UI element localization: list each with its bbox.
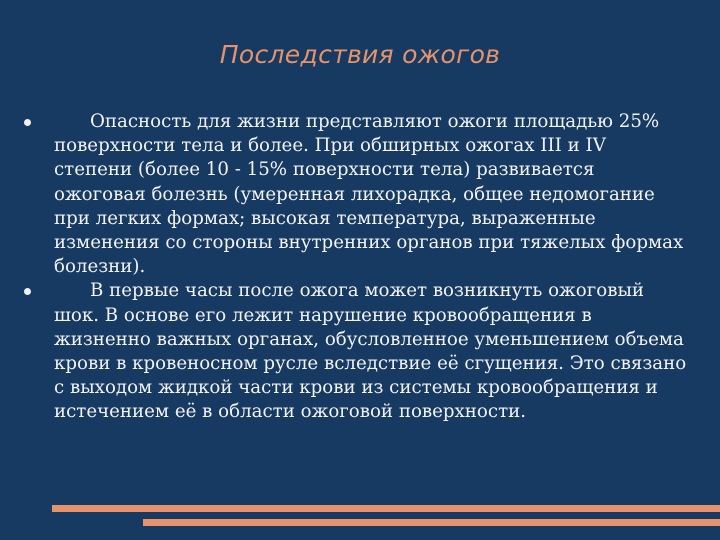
- decorative-bar-bottom: [143, 519, 720, 526]
- bullet-dot-icon: [24, 288, 31, 295]
- bullet-text: В первые часы после ожога может возникнуть ожоговый шок. В основе его лежит нарушение кровообращения в жизненно важных органах, обусловленное уменьшением объема крови в кровеносном русле вследствие её сгущения. Это связано с выходом жидкой части крови из системы кровообращения и истечением её в области ожоговой поверхности.: [54, 280, 687, 423]
- bullet-item: [24, 279, 689, 424]
- bullet-dot-icon: [24, 119, 31, 126]
- slide-title: Последствия ожогов: [219, 40, 501, 69]
- slide-content: [24, 110, 689, 425]
- bullet-text: Опасность для жизни представляют ожоги площадью 25% поверхности тела и более. При обширных ожогах III и IV степени (более 10 - 15% поверхности тела) развивается ожоговая болезнь (умеренная лихорадка, общее недомогание при легких формах; высокая температура, выраженные изменения со стороны внутренних органов при тяжелых формах болезни).: [54, 111, 684, 278]
- bullet-item: [24, 110, 689, 279]
- decorative-bar-top: [52, 505, 720, 512]
